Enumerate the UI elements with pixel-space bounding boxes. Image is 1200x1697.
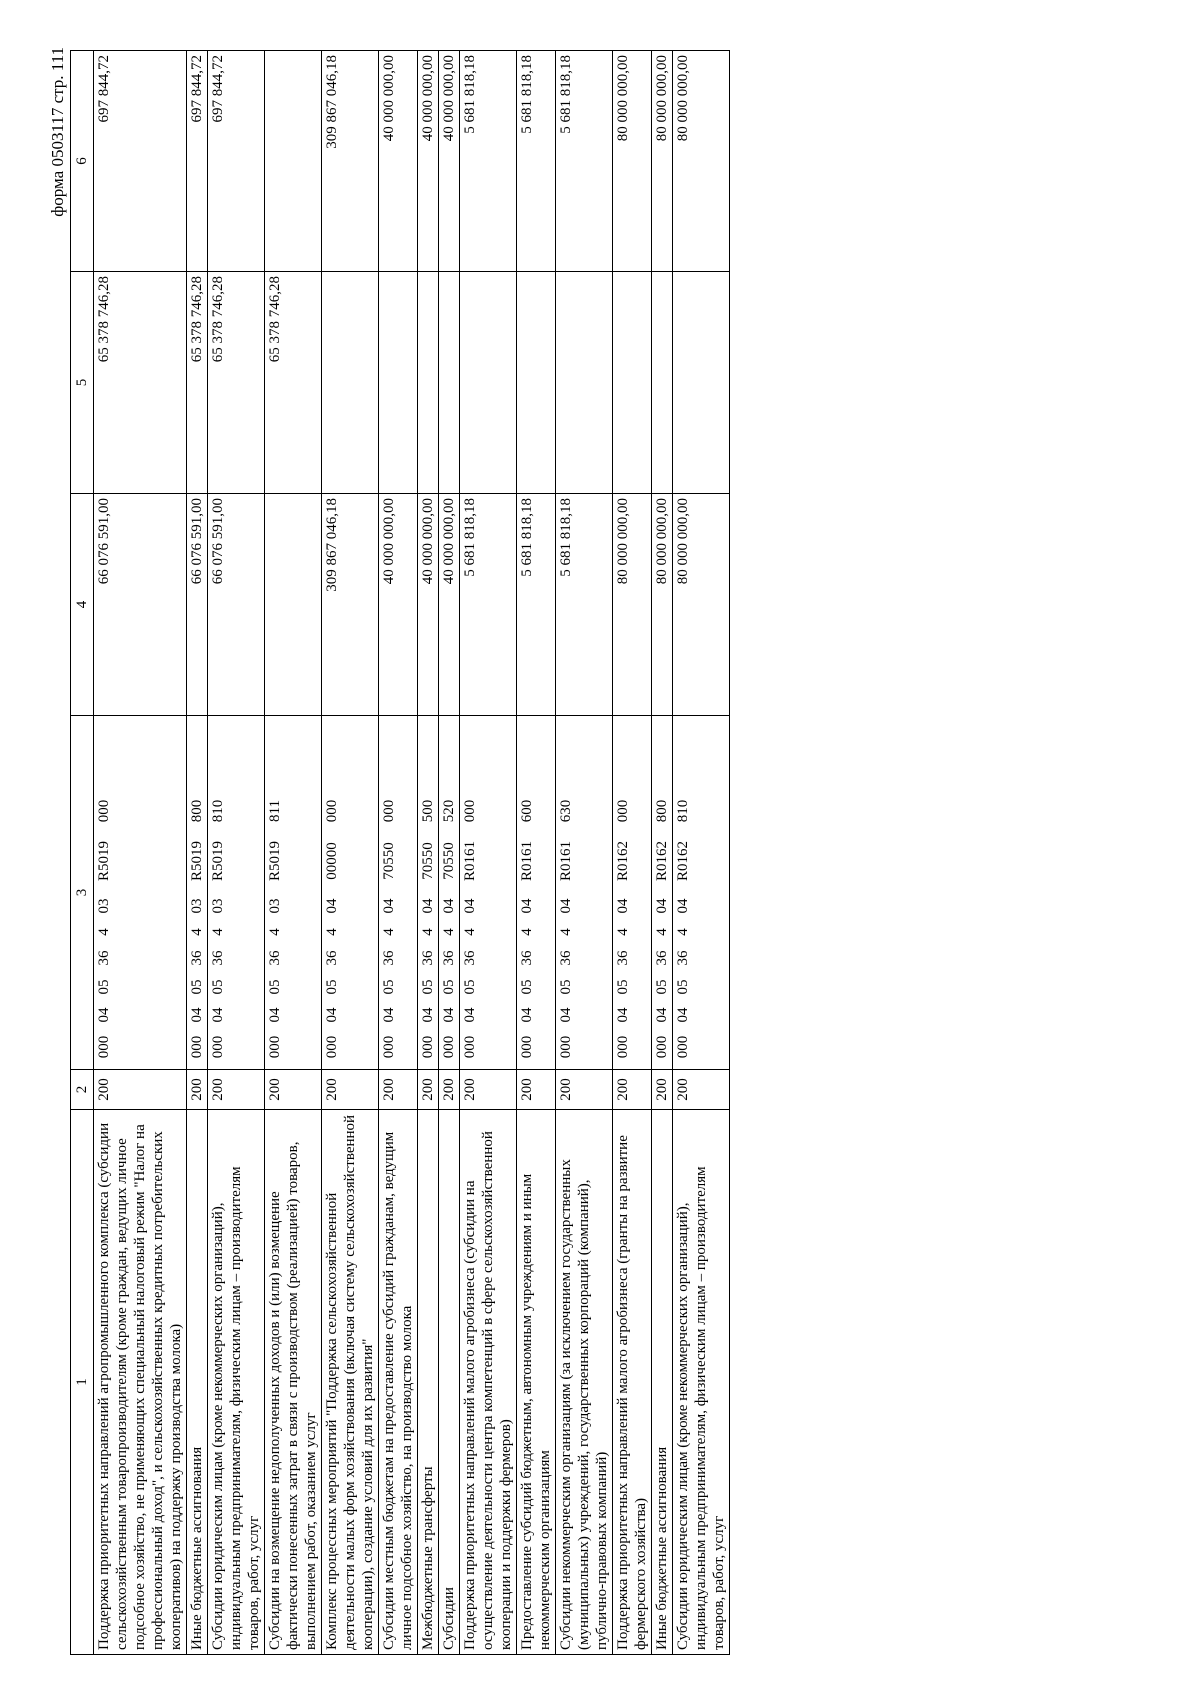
- table-row: [322, 51, 379, 1655]
- header-col-4: 4: [71, 494, 94, 716]
- code-part: 800: [654, 799, 670, 823]
- header-col-1: 1: [71, 1110, 94, 1655]
- line-code: 200: [208, 1070, 265, 1110]
- unexecuted-amount: 5 681 818,18: [460, 51, 517, 272]
- code-part: 4: [615, 928, 631, 936]
- table-row: [418, 51, 439, 1655]
- code-part: 4: [189, 928, 205, 936]
- line-code: 200: [556, 1070, 613, 1110]
- header-col-2: 2: [71, 1070, 94, 1110]
- code-part: 000: [381, 799, 397, 823]
- header-col-6: 6: [71, 51, 94, 272]
- unexecuted-amount: 5 681 818,18: [556, 51, 613, 272]
- budget-table: [70, 50, 730, 1655]
- budget-classification-code: [265, 716, 322, 1070]
- line-code: 200: [673, 1070, 730, 1110]
- code-part: 36: [189, 950, 205, 966]
- executed-amount: [460, 272, 517, 494]
- code-part: 04: [675, 1007, 691, 1023]
- approved-amount: 80 000 000,00: [652, 494, 673, 716]
- code-part: 05: [462, 979, 478, 995]
- form-reference: форма 0503117 стр. 111: [48, 47, 67, 217]
- code-part: 03: [96, 898, 112, 914]
- code-part: 000: [420, 1035, 436, 1059]
- table-row: [94, 51, 187, 1655]
- code-part: 000: [675, 1035, 691, 1059]
- row-name: Субсидии: [439, 1110, 460, 1655]
- line-code: 200: [94, 1070, 187, 1110]
- code-part: 36: [519, 950, 535, 966]
- code-part: 04: [441, 1007, 457, 1023]
- table-row: [439, 51, 460, 1655]
- code-part: 36: [267, 950, 283, 966]
- code-part: 05: [519, 979, 535, 995]
- code-part: 4: [519, 928, 535, 936]
- approved-amount: 309 867 046,18: [322, 494, 379, 716]
- code-part: 05: [675, 979, 691, 995]
- table-row: [613, 51, 652, 1655]
- code-part: 36: [96, 950, 112, 966]
- approved-amount: 80 000 000,00: [673, 494, 730, 716]
- row-name: Субсидии некоммерческим организациям (за исключением государственных (муниципальных) учреждений, государственных корпораций (компаний), публично-правовых компаний): [556, 1110, 613, 1655]
- budget-classification-code: [652, 716, 673, 1070]
- budget-classification-code: [187, 716, 208, 1070]
- row-name: Комплекс процессных мероприятий "Поддержка сельскохозяйственной деятельности малых форм хозяйствования (включая систему сельскохозяйственной кооперации), создание условий для их развития": [322, 1110, 379, 1655]
- executed-amount: [379, 272, 418, 494]
- code-part: 04: [558, 898, 574, 914]
- budget-classification-code: [556, 716, 613, 1070]
- code-part: 4: [381, 928, 397, 936]
- code-part: 000: [189, 1035, 205, 1059]
- code-part: 000: [558, 1035, 574, 1059]
- budget-classification-code: [439, 716, 460, 1070]
- code-part: 04: [420, 898, 436, 914]
- code-part: 04: [519, 1007, 535, 1023]
- code-part: R5019: [96, 841, 112, 882]
- executed-amount: 65 378 746,28: [187, 272, 208, 494]
- table-row: [379, 51, 418, 1655]
- code-part: 000: [654, 1035, 670, 1059]
- code-part: 36: [675, 950, 691, 966]
- code-part: 04: [675, 898, 691, 914]
- approved-amount: 40 000 000,00: [439, 494, 460, 716]
- code-part: R0161: [519, 841, 535, 882]
- approved-amount: 5 681 818,18: [460, 494, 517, 716]
- code-part: 36: [210, 950, 226, 966]
- code-part: 36: [381, 950, 397, 966]
- unexecuted-amount: 80 000 000,00: [613, 51, 652, 272]
- row-name: Поддержка приоритетных направлений малого агробизнеса (гранты на развитие фермерского хозяйства): [613, 1110, 652, 1655]
- code-part: 03: [189, 898, 205, 914]
- code-part: 05: [210, 979, 226, 995]
- code-part: 04: [324, 898, 340, 914]
- unexecuted-amount: 40 000 000,00: [439, 51, 460, 272]
- unexecuted-amount: 80 000 000,00: [673, 51, 730, 272]
- code-part: 36: [420, 950, 436, 966]
- code-part: 04: [381, 1007, 397, 1023]
- code-part: 04: [324, 1007, 340, 1023]
- row-name: Иные бюджетные ассигнования: [187, 1110, 208, 1655]
- code-part: 810: [675, 799, 691, 823]
- code-part: 000: [381, 1035, 397, 1059]
- code-part: 04: [519, 898, 535, 914]
- budget-classification-code: [418, 716, 439, 1070]
- budget-classification-code: [517, 716, 556, 1070]
- budget-classification-code: [460, 716, 517, 1070]
- code-part: 4: [558, 928, 574, 936]
- code-part: 70550: [381, 842, 397, 880]
- code-part: 36: [441, 950, 457, 966]
- code-part: R0161: [462, 841, 478, 882]
- unexecuted-amount: 5 681 818,18: [517, 51, 556, 272]
- code-part: 000: [96, 799, 112, 823]
- code-part: 4: [420, 928, 436, 936]
- line-code: 200: [439, 1070, 460, 1110]
- code-part: 630: [558, 799, 574, 823]
- code-part: 810: [210, 799, 226, 823]
- unexecuted-amount: 697 844,72: [187, 51, 208, 272]
- code-part: 04: [189, 1007, 205, 1023]
- line-code: 200: [418, 1070, 439, 1110]
- code-part: 4: [96, 928, 112, 936]
- code-part: 000: [441, 1035, 457, 1059]
- unexecuted-amount: 80 000 000,00: [652, 51, 673, 272]
- code-part: 4: [210, 928, 226, 936]
- row-name: Предоставление субсидий бюджетным, автономным учреждениям и иным некоммерческим организациям: [517, 1110, 556, 1655]
- approved-amount: [265, 494, 322, 716]
- code-part: 000: [210, 1035, 226, 1059]
- code-part: 000: [96, 1035, 112, 1059]
- table-row: [517, 51, 556, 1655]
- line-code: 200: [613, 1070, 652, 1110]
- code-part: 04: [615, 898, 631, 914]
- code-part: 04: [654, 1007, 670, 1023]
- code-part: 03: [210, 898, 226, 914]
- unexecuted-amount: 40 000 000,00: [379, 51, 418, 272]
- executed-amount: [613, 272, 652, 494]
- code-part: 05: [654, 979, 670, 995]
- code-part: R0161: [558, 841, 574, 882]
- line-code: 200: [652, 1070, 673, 1110]
- budget-classification-code: [673, 716, 730, 1070]
- code-part: 04: [267, 1007, 283, 1023]
- code-part: 04: [462, 1007, 478, 1023]
- code-part: 05: [615, 979, 631, 995]
- code-part: R0162: [615, 841, 631, 882]
- table-row: [187, 51, 208, 1655]
- row-name: Субсидии юридическим лицам (кроме некоммерческих организаций), индивидуальным предпринимателям, физическим лицам – производителям товаров, работ, услуг: [208, 1110, 265, 1655]
- code-part: 05: [558, 979, 574, 995]
- row-name: Иные бюджетные ассигнования: [652, 1110, 673, 1655]
- executed-amount: [652, 272, 673, 494]
- code-part: 4: [675, 928, 691, 936]
- executed-amount: [673, 272, 730, 494]
- code-part: 800: [189, 799, 205, 823]
- line-code: 200: [265, 1070, 322, 1110]
- code-part: 4: [654, 928, 670, 936]
- table-body: [71, 51, 730, 1655]
- executed-amount: [517, 272, 556, 494]
- code-part: 05: [324, 979, 340, 995]
- approved-amount: 40 000 000,00: [418, 494, 439, 716]
- code-part: 000: [267, 1035, 283, 1059]
- code-part: 4: [441, 928, 457, 936]
- row-name: Поддержка приоритетных направлений агропромышленного комплекса (субсидии сельскохозяйственным товаропроизводителям (кроме граждан, ведущих личное подсобное хозяйство, не применяющих специальный налоговый режим "Налог на профессиональный доход", и сельскохозяйственных кредитных потребительских кооперативов) на поддержку производства молока): [94, 1110, 187, 1655]
- unexecuted-amount: 309 867 046,18: [322, 51, 379, 272]
- approved-amount: 66 076 591,00: [187, 494, 208, 716]
- code-part: 000: [462, 799, 478, 823]
- budget-classification-code: [208, 716, 265, 1070]
- code-part: 520: [441, 799, 457, 823]
- code-part: 03: [267, 898, 283, 914]
- row-name: Субсидии юридическим лицам (кроме некоммерческих организаций), индивидуальным предпринимателям, физическим лицам – производителям товаров, работ, услуг: [673, 1110, 730, 1655]
- code-part: 811: [267, 800, 283, 822]
- code-part: 05: [420, 979, 436, 995]
- code-part: 500: [420, 799, 436, 823]
- executed-amount: [439, 272, 460, 494]
- header-col-3: 3: [71, 716, 94, 1070]
- code-part: 04: [615, 1007, 631, 1023]
- approved-amount: 80 000 000,00: [613, 494, 652, 716]
- code-part: 000: [324, 799, 340, 823]
- code-part: 04: [441, 898, 457, 914]
- unexecuted-amount: 697 844,72: [94, 51, 187, 272]
- line-code: 200: [322, 1070, 379, 1110]
- code-part: 36: [558, 950, 574, 966]
- approved-amount: 5 681 818,18: [556, 494, 613, 716]
- code-part: 000: [519, 1035, 535, 1059]
- code-part: R5019: [267, 841, 283, 882]
- approved-amount: 66 076 591,00: [208, 494, 265, 716]
- table-row: [556, 51, 613, 1655]
- executed-amount: [322, 272, 379, 494]
- code-part: 04: [654, 898, 670, 914]
- table-row: [265, 51, 322, 1655]
- budget-classification-code: [94, 716, 187, 1070]
- line-code: 200: [460, 1070, 517, 1110]
- executed-amount: [418, 272, 439, 494]
- unexecuted-amount: 697 844,72: [208, 51, 265, 272]
- code-part: 4: [267, 928, 283, 936]
- line-code: 200: [187, 1070, 208, 1110]
- code-part: R0162: [675, 841, 691, 882]
- table-row: [652, 51, 673, 1655]
- row-name: Субсидии местным бюджетам на предоставление субсидий гражданам, ведущим личное подсобное хозяйство, на производство молока: [379, 1110, 418, 1655]
- code-part: 05: [96, 979, 112, 995]
- code-part: 05: [381, 979, 397, 995]
- code-part: 36: [615, 950, 631, 966]
- code-part: R0162: [654, 841, 670, 882]
- header-col-5: 5: [71, 272, 94, 494]
- row-name: Межбюджетные трансферты: [418, 1110, 439, 1655]
- code-part: 04: [96, 1007, 112, 1023]
- code-part: R5019: [210, 841, 226, 882]
- code-part: 04: [462, 898, 478, 914]
- code-part: 36: [462, 950, 478, 966]
- header-row: [71, 51, 94, 1655]
- code-part: 00000: [324, 842, 340, 880]
- code-part: 000: [462, 1035, 478, 1059]
- line-code: 200: [517, 1070, 556, 1110]
- executed-amount: 65 378 746,28: [94, 272, 187, 494]
- table-row: [460, 51, 517, 1655]
- approved-amount: 5 681 818,18: [517, 494, 556, 716]
- code-part: 4: [462, 928, 478, 936]
- budget-classification-code: [322, 716, 379, 1070]
- code-part: 600: [519, 799, 535, 823]
- executed-amount: 65 378 746,28: [208, 272, 265, 494]
- line-code: 200: [379, 1070, 418, 1110]
- unexecuted-amount: 40 000 000,00: [418, 51, 439, 272]
- budget-classification-code: [613, 716, 652, 1070]
- code-part: 04: [420, 1007, 436, 1023]
- code-part: 36: [654, 950, 670, 966]
- code-part: 70550: [420, 842, 436, 880]
- table-row: [673, 51, 730, 1655]
- executed-amount: 65 378 746,28: [265, 272, 322, 494]
- code-part: 000: [615, 799, 631, 823]
- code-part: 05: [267, 979, 283, 995]
- code-part: 000: [615, 1035, 631, 1059]
- budget-classification-code: [379, 716, 418, 1070]
- code-part: R5019: [189, 841, 205, 882]
- unexecuted-amount: [265, 51, 322, 272]
- table-row: [208, 51, 265, 1655]
- code-part: 05: [189, 979, 205, 995]
- code-part: 04: [210, 1007, 226, 1023]
- code-part: 04: [558, 1007, 574, 1023]
- code-part: 4: [324, 928, 340, 936]
- row-name: Поддержка приоритетных направлений малого агробизнеса (субсидии на осуществление деятельности центра компетенций в сфере сельскохозяйственной кооперации и поддержки фермеров): [460, 1110, 517, 1655]
- code-part: 70550: [441, 842, 457, 880]
- approved-amount: 66 076 591,00: [94, 494, 187, 716]
- code-part: 36: [324, 950, 340, 966]
- row-name: Субсидии на возмещение недополученных доходов и (или) возмещение фактически понесенных затрат в связи с производством (реализацией) товаров, выполнением работ, оказанием услуг: [265, 1110, 322, 1655]
- code-part: 05: [441, 979, 457, 995]
- code-part: 000: [324, 1035, 340, 1059]
- executed-amount: [556, 272, 613, 494]
- code-part: 04: [381, 898, 397, 914]
- approved-amount: 40 000 000,00: [379, 494, 418, 716]
